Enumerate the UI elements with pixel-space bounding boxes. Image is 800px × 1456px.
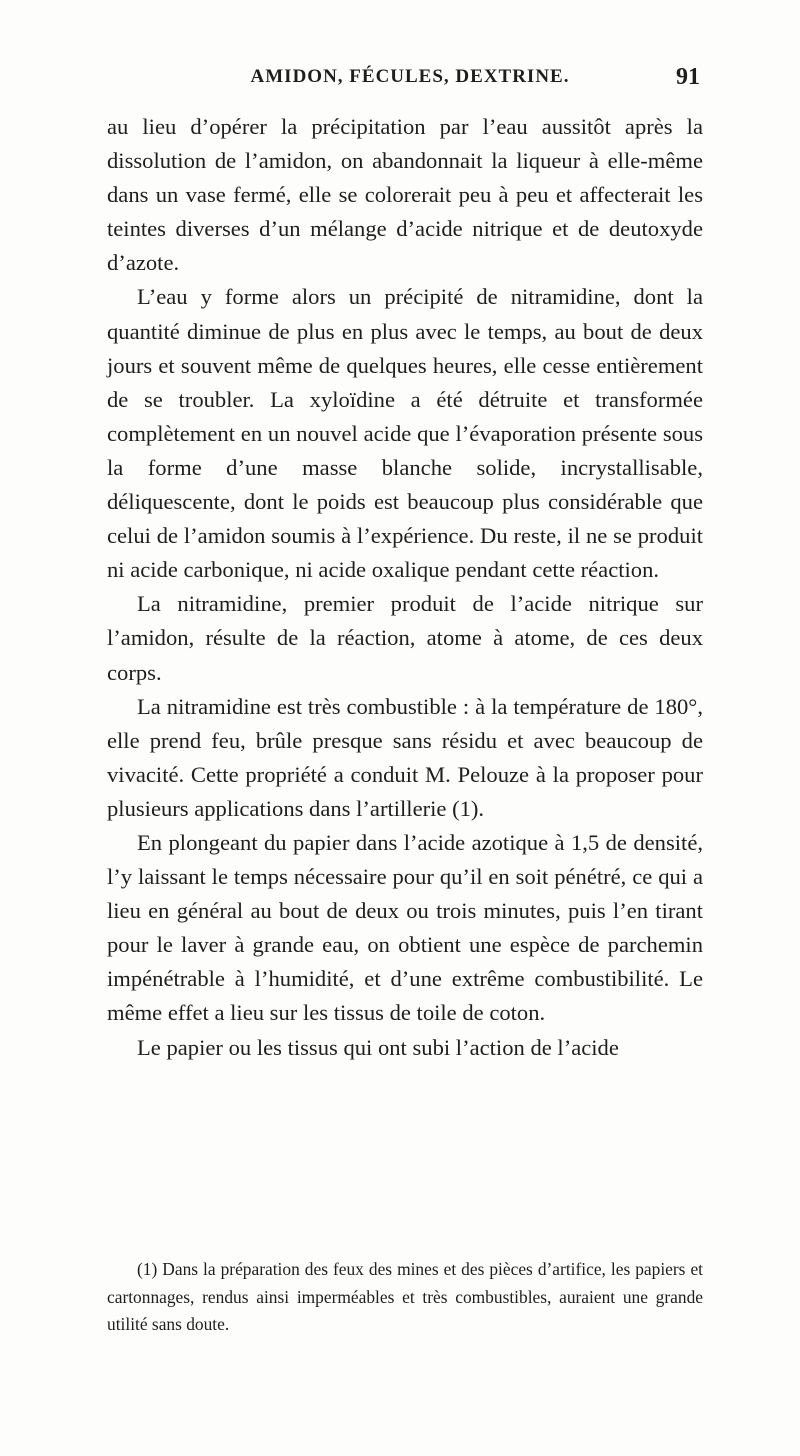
paragraph-precipitate: L’eau y forme alors un précipité de nitramidine, dont la quantité diminue de plus en plus avec le temps, au bout de deux jours et souvent même de quelques heures, elle cesse entièrement de se troubler. La xyloïdine a été détruite et transformée complètement en un nouvel acide que l’évaporation présente sous la forme d’une masse blanche solide, incrystallisable, déliquescente, dont le poids est beaucoup plus considérable que celui de l’amidon soumis à l’expérience. Du reste, il ne se produit ni acide carbonique, ni acide oxalique pendant cette réaction. [107,284,703,583]
paragraph-paper-treatment: En plongeant du papier dans l’acide azotique à 1,5 de densité, l’y laissant le temps nécessaire pour qu’il en soit pénétré, ce qui a lieu en général au bout de deux ou trois minutes, puis l’en tirant pour le laver à grande eau, on obtient une espèce de parchemin impénétrable à l’humidité, et d’une extrême combustibilité. Le même effet a lieu sur les tissus de toile de coton. [107,829,703,1026]
paragraph-final-line: Le papier ou les tissus qui ont subi l’action de l’acide [137,1034,619,1060]
running-title: AMIDON, FÉCULES, DEXTRINE. [250,66,570,87]
paragraph-continuation: au lieu d’opérer la précipitation par l’eau aussitôt après la dissolution de l’amidon, on abandonnait la liqueur à elle-même dans un vase fermé, elle se colorerait peu à peu et affecterait les teintes diverses d’un mélange d’acide nitrique et de deutoxyde d’azote. [107,114,703,276]
paragraph-combustibility: La nitramidine est très combustible : à la température de 180°, elle prend feu, brûle presque sans résidu et avec beaucoup de vivacité. Cette propriété a conduit M. Pelouze à la proposer pour plusieurs applications dans l’artillerie (1). [107,693,703,821]
footnote-text: (1) Dans la préparation des feux des mines et des pièces d’artifice, les papiers et cartonnages, rendus ainsi imperméables et très combustibles, auraient une grande utilité sans doute. [107,1259,703,1334]
body-text [107,110,703,1065]
page-number: 91 [676,64,700,90]
footnote [107,1256,703,1339]
running-head [110,62,710,96]
paragraph-nitramidine-origin: La nitramidine, premier produit de l’acide nitrique sur l’amidon, résulte de la réaction, atome à atome, de ces deux corps. [107,591,703,685]
